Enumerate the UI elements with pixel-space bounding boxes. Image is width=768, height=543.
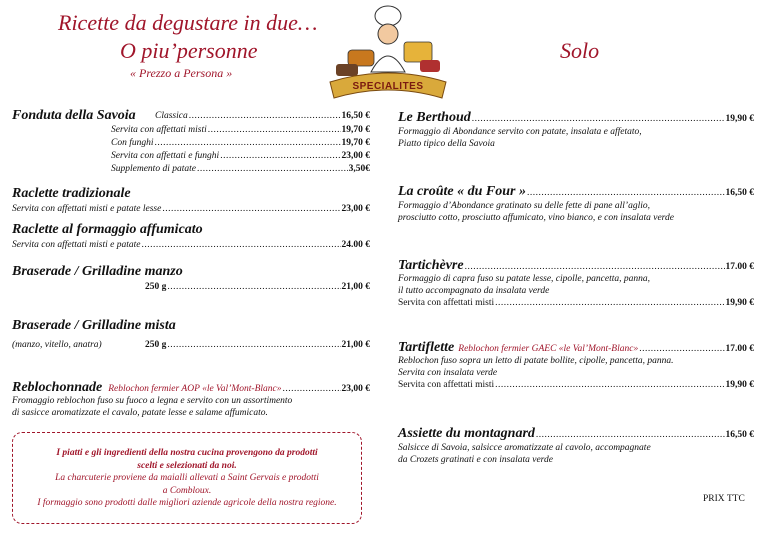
tartichevre-extra-row: Servita con affettati misti ..... 19,90 € xyxy=(398,298,754,308)
braserade-mista-note: (manzo, vitello, anatra) xyxy=(12,340,102,350)
berthoud-desc: Formaggio di Abondance servito con patate, insalata e affetato, Piatto tipico della Savoia xyxy=(398,127,642,149)
fonduta-option-price: 16,50 € xyxy=(341,111,370,121)
fonduta-row: Servita con affettati e funghi ..... 23,00 € xyxy=(111,151,370,161)
menu-title-line2: O piu’personne xyxy=(120,38,258,63)
notice-box: I piatti e gli ingredienti della nostra cucina provengono da prodotti scelti e selezionati da noi. La charcuterie proviene da maialli allevati a Saint Gervais e prodotti a Combloux. I formaggio sono prodotti dalle migliori aziende agricole della nostra regione. xyxy=(12,432,362,524)
croute-row: La croûte « du Four » ..... 16,50 € xyxy=(398,184,754,200)
fonduta-row: Supplemento di patate ..... 3,50€ xyxy=(111,164,370,174)
dish-name-assiette: Assiette du montagnard xyxy=(398,426,535,441)
fonduta-row-classica xyxy=(155,111,370,121)
tartichevre-row: Tartichèvre ..... 17.00 € xyxy=(398,258,754,274)
croute-desc: Formaggio d’Abondance gratinato su delle fette di pane all’aglio, prosciutto cotto, prosciutto affumicato, vino bianco, e con insalata verde xyxy=(398,201,674,223)
solo-title: Solo xyxy=(560,38,600,63)
dish-name-braserade-manzo: Braserade / Grilladine manzo xyxy=(12,264,183,279)
menu-subtitle: « Prezzo a Persona » xyxy=(130,66,233,80)
tartiflette-row: Tartiflette Reblochon fermier GAEC «le Val’Mont-Blanc» ..... 17.00 € xyxy=(398,340,754,356)
dish-name-berthoud: Le Berthoud xyxy=(398,110,471,125)
raclette-row: Servita con affettati misti e patate lesse ..... 23,00 € xyxy=(12,204,370,214)
assiette-row: Assiette du montagnard ..... 16,50 € xyxy=(398,426,754,442)
dish-name-reblochonnade: Reblochonnade xyxy=(12,380,103,395)
reblochonnade-desc: Fromaggio reblochon fuso su fuoco a legna e servito con un assortimento di sasicce aromatizzate el cavalo, patate lesse e salame affumicato. xyxy=(12,396,293,418)
fonduta-row: Con funghi ..... 19,70 € xyxy=(111,138,370,148)
berthoud-row: Le Berthoud ..... 19,90 € xyxy=(398,110,754,126)
menu-title-line1: Ricette da degustare in due… xyxy=(58,10,318,35)
dish-name-croute: La croûte « du Four » xyxy=(398,184,526,199)
logo-banner-text: SPECIALITES xyxy=(352,81,424,92)
prix-ttc-note: PRIX TTC xyxy=(703,494,745,504)
dish-name-raclette-affumicato: Raclette al formaggio affumicato xyxy=(12,222,203,237)
raclette-affumicato-row: Servita con affettati misti e patate ..... 24.00 € xyxy=(12,240,370,250)
chef-logo xyxy=(326,2,450,100)
fonduta-option-label: Classica xyxy=(155,111,188,121)
braserade-mista-row: 250 g ..... 21,00 € xyxy=(145,340,370,350)
dish-name-tartichevre: Tartichèvre xyxy=(398,258,464,273)
tartiflette-desc: Reblochon fuso sopra un letto di patate bollite, cipolle, pancetta, panna. Servita con insalata verde xyxy=(398,356,674,378)
tartichevre-desc: Formaggio di capra fuso su patate lesse, cipolle, pancetta, panna, il tutto accompagnato da insalata verde xyxy=(398,274,650,296)
tartiflette-extra-row: Servita con affettati misti ..... 19,90 € xyxy=(398,380,754,390)
dish-name-fonduta: Fonduta della Savoia xyxy=(12,108,136,123)
reblochonnade-row: Reblochonnade Reblochon fermier AOP «le Val’Mont-Blanc» ..... 23,00 € xyxy=(12,380,370,396)
dish-name-tartiflette: Tartiflette xyxy=(398,340,455,355)
assiette-desc: Salsicce di Savoia, salsicce aromatizzate al cavolo, accompagnate da Crozets gratinati e con insalata verde xyxy=(398,443,651,465)
dish-name-raclette: Raclette tradizionale xyxy=(12,186,131,201)
braserade-manzo-row: 250 g ..... 21,00 € xyxy=(145,282,370,292)
fonduta-row: Servita con affettati misti ..... 19,70 € xyxy=(111,125,370,135)
dish-name-braserade-mista: Braserade / Grilladine mista xyxy=(12,318,176,333)
